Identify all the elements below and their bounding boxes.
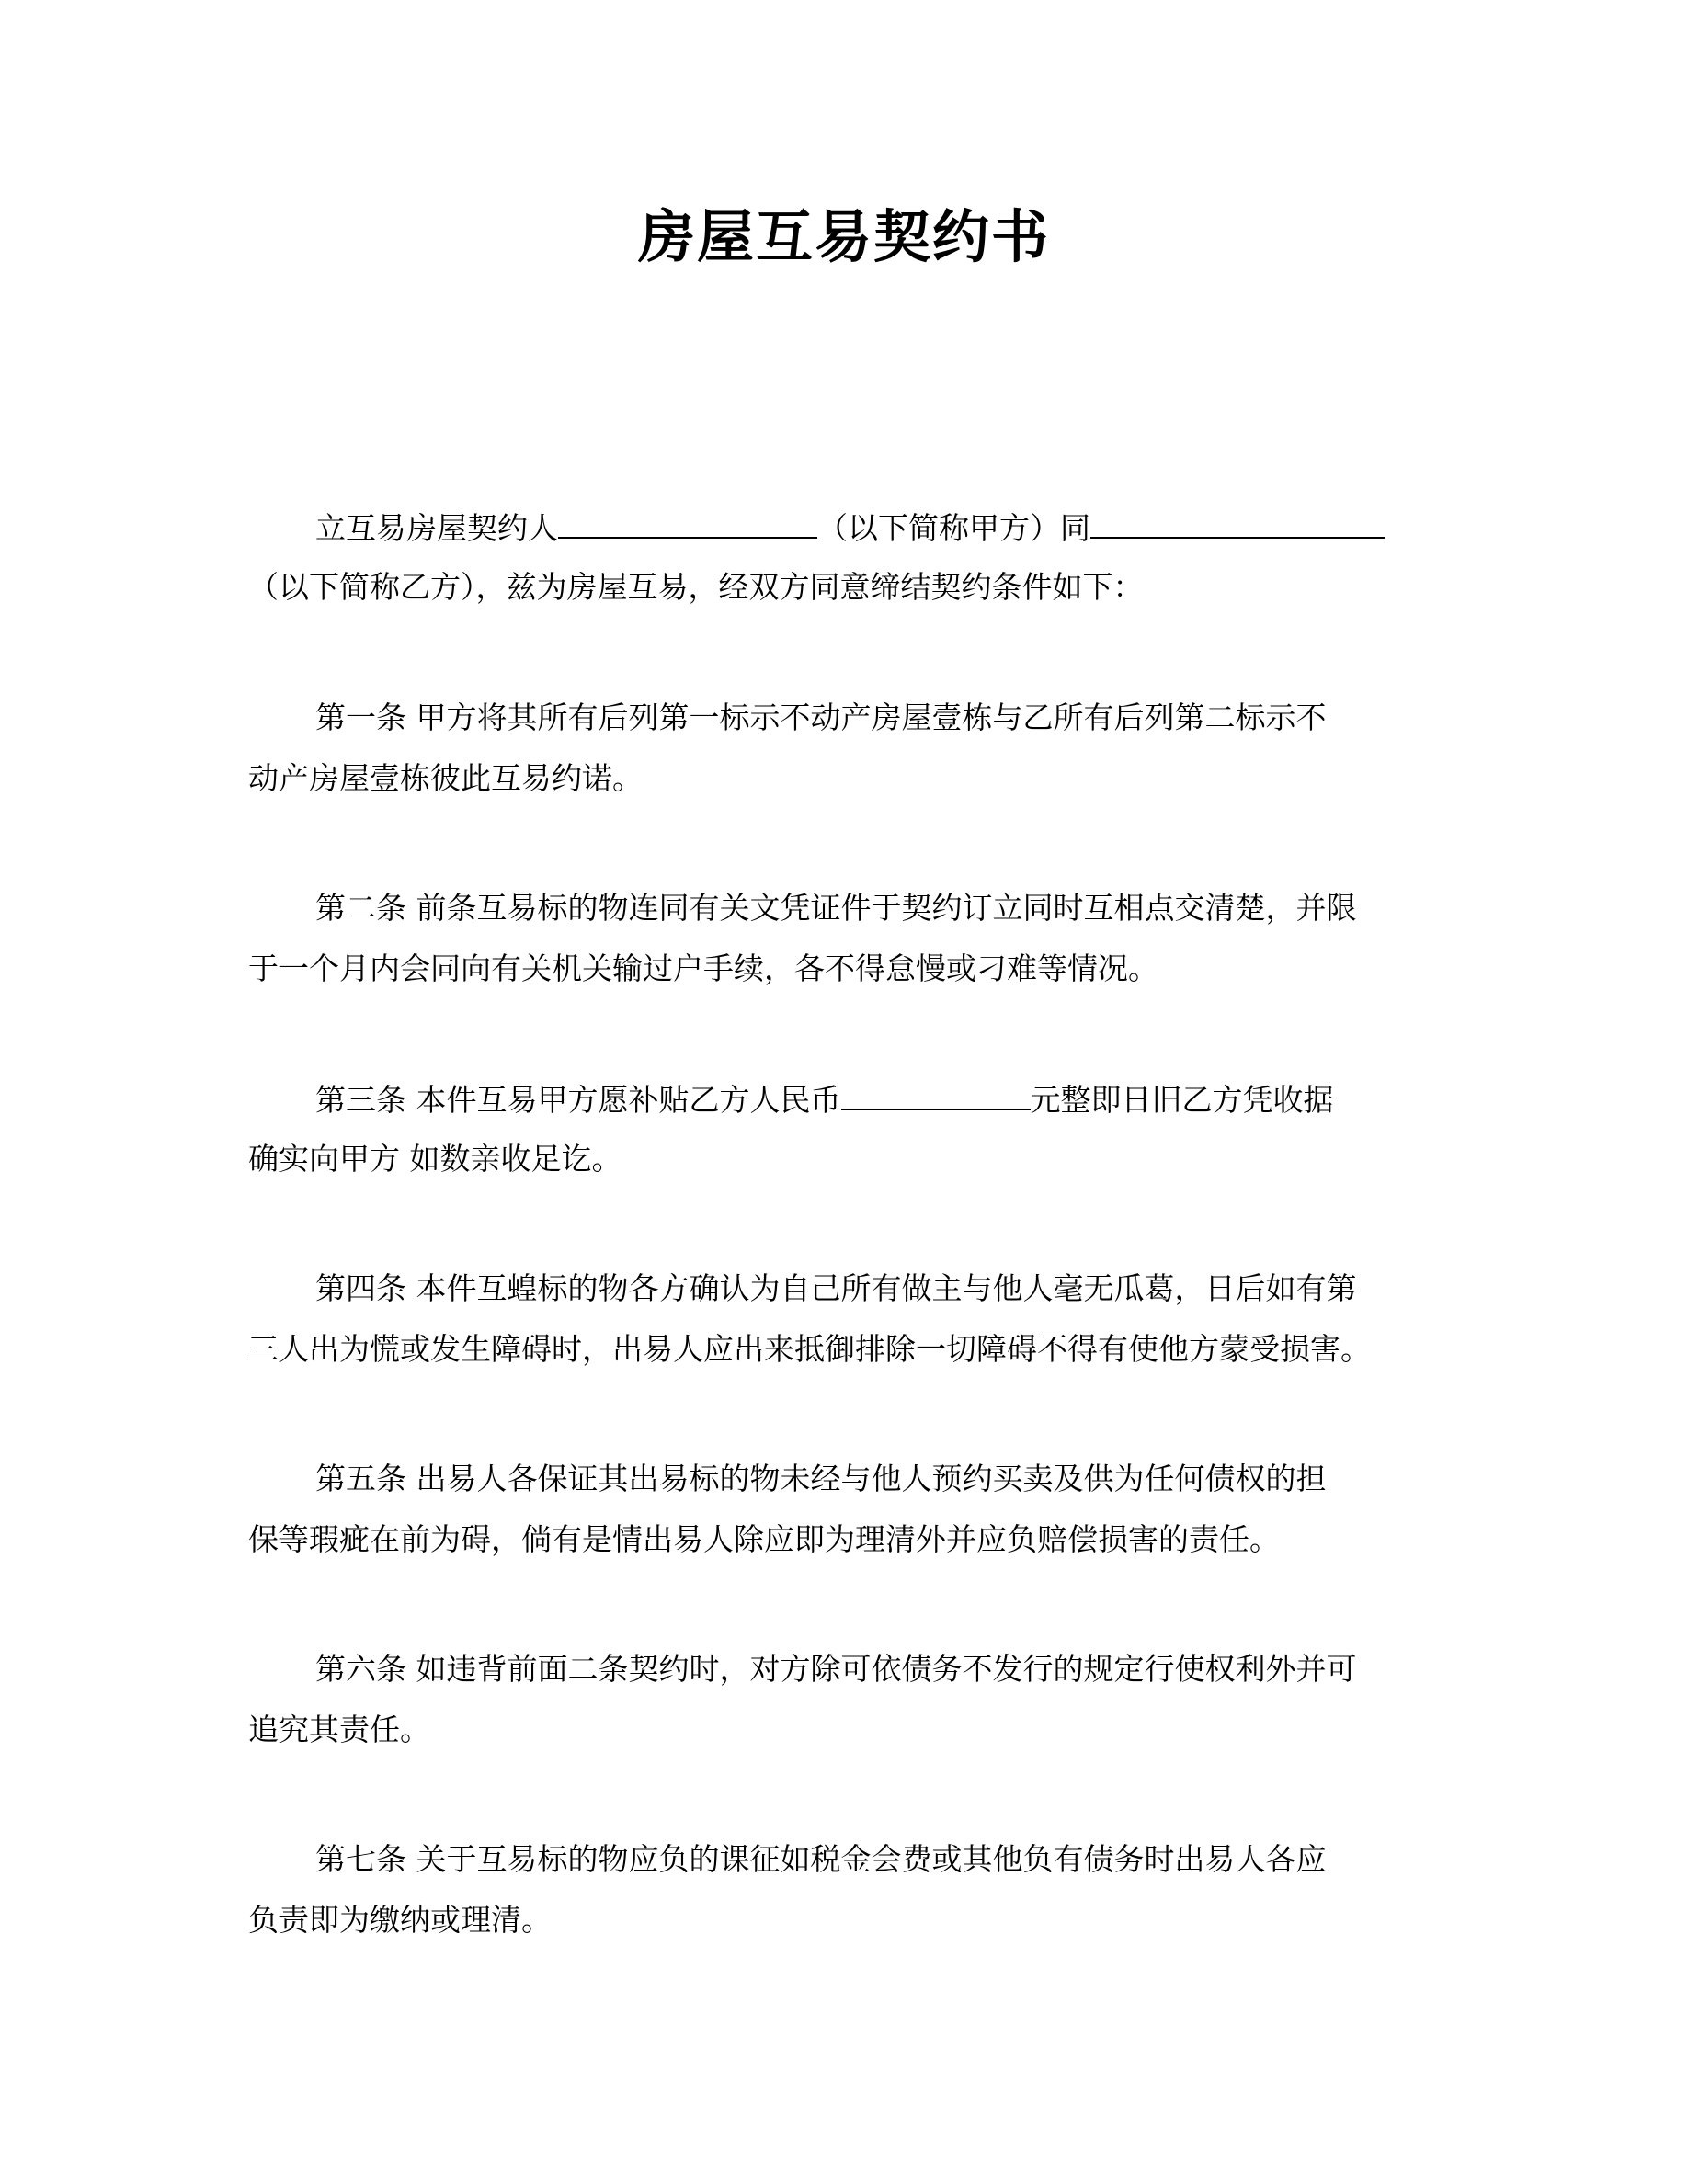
preamble-party-label: 立互易房屋契约人 — [315, 510, 558, 546]
article-3-text-b: 元整即日旧乙方凭收据 — [1030, 1082, 1334, 1118]
article-4-line-2: 三人出为慌或发生障碍时，出易人应出来抵御排除一切障碍不得有使他方蒙受损害。 — [248, 1331, 1371, 1367]
party-a-blank[interactable] — [558, 504, 817, 539]
amount-blank[interactable] — [841, 1075, 1031, 1110]
article-6-line-2: 追究其责任。 — [248, 1712, 430, 1747]
article-1-line-1: 第一条 甲方将其所有后列第一标示不动产房屋壹栋与乙所有后列第二标示不 — [315, 700, 1327, 735]
article-7-line-1: 第七条 关于互易标的物应负的课征如税金会费或其他负有债务时出易人各应 — [315, 1841, 1327, 1877]
preamble-abbrev-a: （以下简称甲方）同 — [817, 510, 1090, 546]
article-2-line-2: 于一个月内会同向有关机关输过户手续，各不得怠慢或刁难等情况。 — [248, 950, 1158, 986]
party-b-blank[interactable] — [1090, 504, 1385, 539]
document-title: 房屋互易契约书 — [637, 203, 1050, 270]
article-5-line-1: 第五条 出易人各保证其出易标的物未经与他人预约买卖及供为任何债权的担 — [315, 1461, 1327, 1496]
article-1-line-2: 动产房屋壹栋彼此互易约诺。 — [248, 760, 643, 796]
article-3-text-a: 第三条 本件互易甲方愿补贴乙方人民币 — [315, 1082, 841, 1118]
article-3-line-2: 确实向甲方 如数亲收足讫。 — [248, 1141, 622, 1177]
article-7-line-2: 负责即为缴纳或理清。 — [248, 1902, 552, 1938]
article-6-line-1: 第六条 如违背前面二条契约时，对方除可依债务不发行的规定行使权利外并可 — [315, 1651, 1357, 1687]
preamble-line-2: （以下简称乙方），兹为房屋互易，经双方同意缔结契约条件如下： — [248, 569, 1144, 605]
article-4-line-1: 第四条 本件互蝗标的物各方确认为自己所有做主与他人毫无瓜葛，日后如有第 — [315, 1270, 1357, 1306]
preamble-line-1 — [315, 504, 1443, 552]
article-3-line-1 — [315, 1075, 1443, 1123]
article-5-line-2: 保等瑕疵在前为碍，倘有是情出易人除应即为理清外并应负赔偿损害的责任。 — [248, 1521, 1280, 1557]
article-2-line-1: 第二条 前条互易标的物连同有关文凭证件于契约订立同时互相点交清楚，并限 — [315, 890, 1357, 926]
